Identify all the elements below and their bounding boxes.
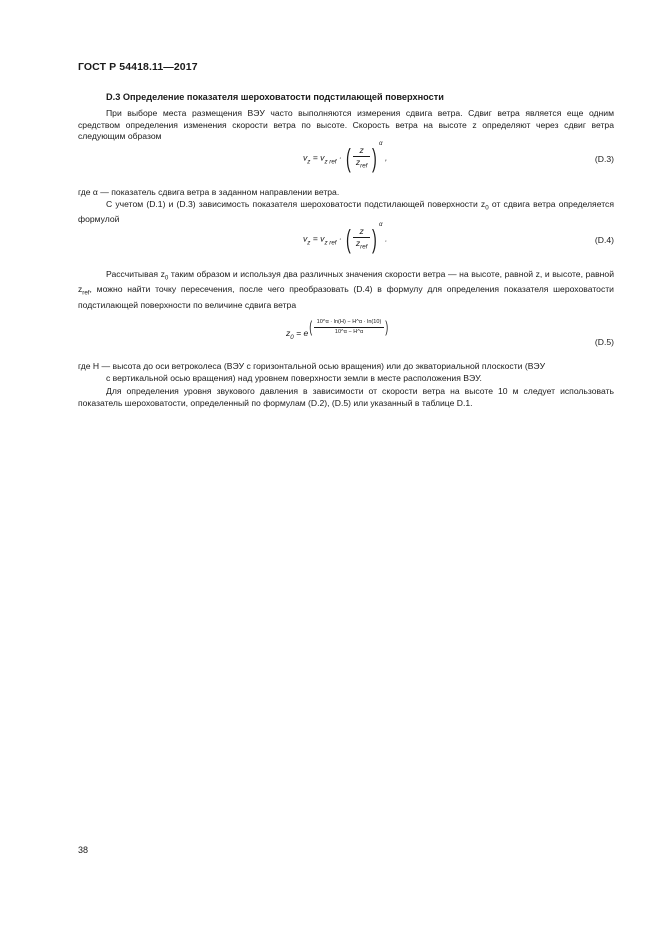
- paragraph-4: [78, 269, 614, 311]
- eq-d3-exp: α: [379, 139, 383, 147]
- eq-d4-den: z: [355, 238, 361, 248]
- eq-d5-lhs: z: [286, 328, 291, 338]
- eq-d3-lhs-sub: z: [307, 158, 311, 166]
- eq-d4-rhs-sub: z ref: [324, 239, 337, 247]
- paragraph-6-text: Для определения уровня звукового давления в зависимости от скорости ветра на высоте 10 м следует использовать показатель шероховатости, определенный по формулам (D.2), (D.5) или указанный в таблице D.1.: [78, 386, 614, 408]
- paragraph-1: [78, 108, 614, 143]
- equation-d5: [286, 320, 390, 339]
- eq-d4-label: (D.4): [594, 235, 614, 245]
- eq-d4-trail: .: [382, 233, 388, 244]
- paragraph-3-start: С учетом (D.1) и (D.3) зависимость показателя шероховатости подстилающей поверхности z: [106, 199, 486, 209]
- eq-d3-num: z: [353, 145, 371, 157]
- right-paren: ): [372, 143, 378, 174]
- eq-d3-den: z: [355, 157, 361, 167]
- paragraph-4-sub: 0: [164, 274, 169, 282]
- eq-d3-fraction: [353, 145, 371, 172]
- eq-d4-exp: α: [379, 220, 383, 228]
- paragraph-2: [78, 187, 614, 199]
- paragraph-5: [78, 361, 614, 384]
- eq-d4-fraction: [353, 226, 371, 253]
- eq-d5-label: (D.5): [594, 337, 614, 347]
- paragraph-6: [78, 386, 614, 409]
- eq-d3-rhs-sub: z ref: [324, 158, 337, 166]
- eq-d3-den-sub: ref: [360, 162, 368, 170]
- eq-d3-eq: = v: [310, 152, 325, 163]
- left-paren: (: [346, 143, 351, 174]
- left-paren: (: [346, 224, 351, 255]
- paragraph-4-c: , можно найти точку пересечения, после чего преобразовать (D.4) в формулу для определения показателя шероховатости подстилающей поверхности по величине сдвига ветра: [78, 284, 614, 310]
- right-paren: ): [385, 318, 389, 336]
- eq-d5-exp-num: 10^α · ln(H) − H^α · ln(10): [314, 318, 385, 328]
- paragraph-4-b: таким образом и используя два различных значения скорости ветра — на высоте, равной z, и высоте, равной z: [78, 269, 614, 295]
- eq-d3-dot: ·: [336, 152, 345, 163]
- eq-d5-fraction: [314, 318, 385, 337]
- equation-d3: [303, 139, 388, 174]
- eq-d5-exp-den: 10^α − H^α: [334, 329, 364, 335]
- equation-d4: [303, 220, 388, 255]
- eq-d3-trail: ,: [382, 152, 388, 163]
- page-header: ГОСТ Р 54418.11—2017: [78, 61, 198, 73]
- paragraph-3: [78, 199, 614, 226]
- paragraph-4-a: Рассчитывая z: [106, 269, 165, 279]
- eq-d4-dot: ·: [336, 233, 345, 244]
- paragraph-1-text: При выборе места размещения ВЭУ часто выполняются измерения сдвига ветра. Сдвиг ветра является еще одним средством определения изменения скорости ветра по высоте. Скорость ветра на высоте z определяют через сдвиг ветра следующим образом: [78, 108, 614, 142]
- eq-d5-lhs-sub: 0: [290, 333, 294, 341]
- paragraph-3-sub: 0: [485, 204, 489, 212]
- eq-d5-eq: = e: [293, 328, 309, 338]
- eq-d4-lhs-sub: z: [307, 239, 311, 247]
- eq-d4-lhs: v: [303, 233, 308, 244]
- eq-d5-exponent: [308, 318, 389, 337]
- left-paren: (: [309, 318, 313, 336]
- paragraph-3-end: от сдвига ветра определяется формулой: [78, 199, 614, 225]
- eq-d4-eq: = v: [310, 233, 325, 244]
- eq-d4-den-sub: ref: [360, 243, 368, 251]
- section-title: D.3 Определение показателя шероховатости подстилающей поверхности: [106, 92, 444, 102]
- paragraph-5-line2: с вертикальной осью вращения) над уровнем поверхности земли в месте расположения ВЭУ.: [106, 372, 482, 383]
- eq-d3-label: (D.3): [594, 154, 614, 164]
- eq-d4-num: z: [353, 226, 371, 238]
- paragraph-5-line1: где H — высота до оси ветроколеса (ВЭУ с горизонтальной осью вращения) или до экваториальной плоскости (ВЭУ: [78, 361, 546, 371]
- paragraph-2-text: где α — показатель сдвига ветра в заданном направлении ветра.: [78, 187, 340, 197]
- eq-d3-lhs: v: [303, 152, 308, 163]
- paragraph-4-sub2: ref: [82, 290, 90, 298]
- right-paren: ): [372, 224, 378, 255]
- page-number: 38: [78, 845, 89, 855]
